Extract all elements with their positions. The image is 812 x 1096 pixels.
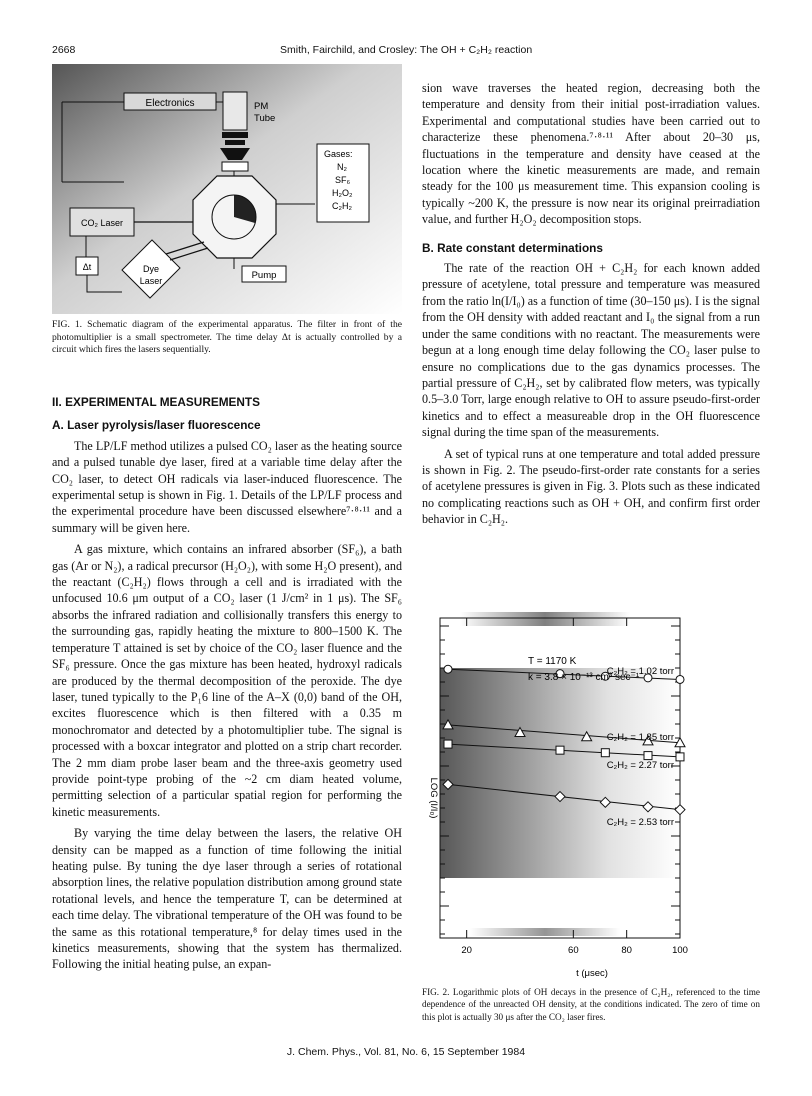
data-point-square [601, 749, 609, 757]
delay-label: Δt [82, 262, 92, 272]
data-point-square [444, 740, 452, 748]
x-tick-label: 80 [621, 945, 632, 956]
fig1-schematic [52, 64, 402, 314]
right-paragraph-0: sion wave traverses the heated region, decreasing both the temperature and density from their initial post-irradiation values. Experimental and computational studies have been carried out to characterize these phenomena.⁷·⁸·¹¹ After about 20–30 μs, fluctuations in the temperature and density have ceased at the location where the kinetic measurements are made, and remain steady for the 100 μs measurement time. This expansion cooling is typically ~200 K, the pressure is now near its original preirradiation value, and further H₂O₂ decomposition stops. [422, 81, 760, 227]
section-heading-a: A. Laser pyrolysis/laser fluorescence [52, 418, 261, 433]
right-paragraph-1: The rate of the reaction OH + C₂H₂ for each known added pressure of acetylene, total pressure and temperature was measured from the ratio ln(I/I₀) as a function of time (30–150 μs). I is the signal from the OH density with added reactant and I₀ the signal from a run under the same conditions with no reactant. The measurements were begun at a long enough time delay following the CO₂ laser pulse to ensure no complications due to the gas dynamics processes. The partial pressure of C₂H₂, set by calibrated flow meters, was typically 0.5–3.0 Torr, large enough relative to OH to assure pseudo-first-order kinetics and to effect a measureable drop in the OH fluorescence signal during the time span of the measurements. [422, 261, 760, 440]
dye-label-2: Laser [139, 276, 163, 286]
fig2-caption: FIG. 2. Logarithmic plots of OH decays in the presence of C₂H₂, referenced to the time dependence of the unreacted OH density, at the conditions indicated. The zero of time on this plot is actually 30 μs after the CO₂ laser fires. [422, 987, 760, 1022]
series-label: C₂H₂ = 1.02 torr [606, 666, 674, 677]
pm-label-1: PM [254, 101, 269, 112]
fig2-chart [420, 608, 690, 980]
pm-label-2: Tube [254, 113, 276, 124]
co2-laser-label: CO₂ Laser [80, 218, 124, 228]
journal-footer: J. Chem. Phys., Vol. 81, No. 6, 15 September 1984 [286, 1046, 526, 1058]
series-label: C₂H₂ = 2.27 torr [606, 760, 674, 771]
x-tick-label: 100 [672, 945, 688, 956]
data-point-square [676, 753, 684, 761]
page-number: 2668 [52, 44, 76, 56]
pm-tube [223, 92, 247, 130]
gas-n2: N₂ [337, 162, 347, 172]
gas-h2o2: H₂O₂ [332, 188, 353, 198]
data-point-square [644, 752, 652, 760]
data-point-square [556, 746, 564, 754]
fig2-annotation-1: T = 1170 K [528, 656, 577, 667]
section-heading-2: II. EXPERIMENTAL MEASUREMENTS [52, 395, 260, 409]
gas-sf6: SF₆ [335, 175, 351, 185]
left-paragraph-2: A gas mixture, which contains an infrared absorber (SF₆), a bath gas (Ar or N₂), a radical precursor (H₂O₂), with some H₂O present), and the reactant (C₂H₂) flows through a cell and is irradiated with the unfocused 10.6 μm output of a CO₂ laser (1 J/cm² in 1 μs). The SF₆ absorbs the infrared radiation and collisionally transfers this energy to the surrounding gas, rapidly heating the mixture to 800–1500 K. The temperature T attained is set by choice of the CO₂ laser fluence and the SF₆ pressure. Once the gas mixture has been heated, hydroxyl radicals are produced by the thermal decomposition of the peroxide. The dye laser, tuned typically to the P₁6 line of the A–X (0,0) band of the OH, excites fluorescence which is then filtered with a 0.35 m monochromator and detected by a photomultiplier tube. The signal is processed with a boxcar integrator and plotted on a strip chart recorder. The 2 mm diam probe laser beam and the three-axis geometry used provide point-type probing of the ~2 cm diam heated volume, permitting selection of a particular spatial region for performing the kinetic measurements. [52, 542, 402, 819]
pump-label: Pump [251, 270, 277, 281]
x-tick-label: 60 [568, 945, 579, 956]
gases-title: Gases: [324, 149, 353, 159]
fig1-caption: FIG. 1. Schematic diagram of the experimental apparatus. The filter in front of the photomultiplier is a small spectrometer. The time delay Δt is actually controlled by a circuit which fires the lasers sequentially. [52, 319, 402, 356]
running-title: Smith, Fairchild, and Crosley: The OH + C₂H₂ reaction [280, 44, 533, 56]
series-label: C₂H₂ = 1.85 torr [606, 732, 674, 743]
fig2-annotation-2: k = 3.8 × 10⁻¹³ cm³ sec⁻¹ [528, 672, 640, 683]
fig2-ylabel: LOG (I/I₀) [428, 777, 439, 819]
gas-c2h2: C₂H₂ [332, 201, 352, 211]
fig2-xlabel: t (μsec) [576, 968, 608, 979]
series-label: C₂H₂ = 2.53 torr [606, 817, 674, 828]
left-paragraph-1: The LP/LF method utilizes a pulsed CO₂ laser as the heating source and a pulsed tunable dye laser, fired at a variable time delay after the CO₂ laser, to detect OH radicals via laser-induced fluorescence. The experimental setup is shown in Fig. 1. Details of the LP/LF process and the experimental procedure have been discussed elsewhere⁷·⁸·¹¹ and a summary will be given here. [52, 438, 402, 535]
left-paragraph-3: By varying the time delay between the lasers, the relative OH density can be mapped as a function of time following the initial heating pulse. By tuning the dye laser through a series of rotational absorption lines, the relative population distribution among ground state rotational levels, and hence the temperature T, can be determined at each time delay. The vibrational temperature of the OH was found to be the same as this rotational temperature,⁸ for delay times used in the kinetics measurements, showing that the system has thermalized. Following the initial heating pulse, an expan- [52, 826, 402, 972]
filter-stack [222, 132, 248, 138]
x-tick-label: 20 [461, 945, 472, 956]
data-point-circle [676, 675, 684, 683]
right-paragraph-2: A set of typical runs at one temperature and total added pressure is shown in Fig. 2. The pseudo-first-order rate constants for a series of acetylene pressures is given in Fig. 3. Plots such as these indicated no complicating reactions such as OH + OH, and confirm first order behavior in C₂H₂. [422, 446, 760, 527]
section-heading-b: B. Rate constant determinations [422, 240, 603, 255]
electronics-label: Electronics [145, 98, 195, 109]
dye-label-1: Dye [142, 264, 160, 274]
data-point-circle [444, 665, 452, 673]
